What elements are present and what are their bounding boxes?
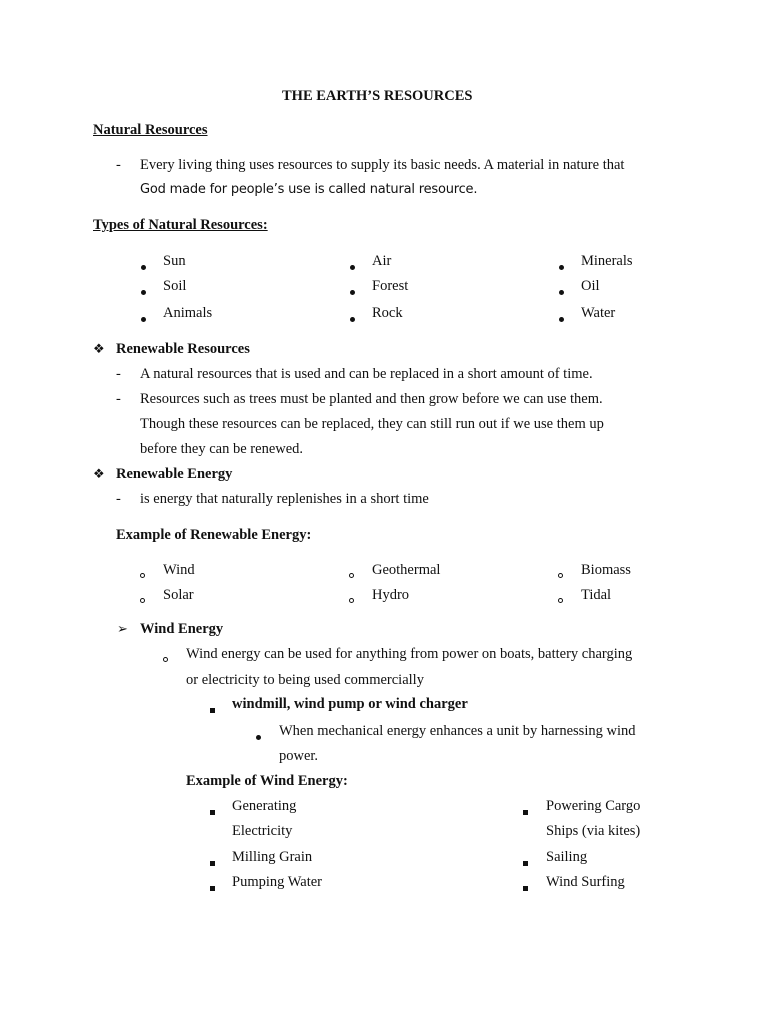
square-bullet-icon <box>523 855 528 870</box>
circle-bullet-icon <box>349 567 354 582</box>
renewable-energy-bullet-1: is energy that naturally replenishes in a short time <box>140 491 429 507</box>
examples-wind-heading: Example of Wind Energy: <box>186 773 348 789</box>
natural-resources-heading: Natural Resources <box>93 122 208 138</box>
circle-bullet-icon <box>558 567 563 582</box>
square-bullet-icon <box>523 880 528 895</box>
resource-item: Air <box>372 253 392 269</box>
wind-example-item: Milling Grain <box>232 849 313 865</box>
wind-example-item: Powering Cargo <box>546 798 641 814</box>
wind-example-item: Generating <box>232 798 297 814</box>
natural-resources-line-2: God made for people’s use is called natural resource. <box>140 182 478 197</box>
bullet-dot-icon <box>350 259 355 274</box>
circle-bullet-icon <box>558 592 563 607</box>
resource-item: Sun <box>163 253 186 269</box>
diamond-bullet-icon: ❖ <box>93 466 105 481</box>
resource-item: Oil <box>581 278 600 294</box>
circle-bullet-icon <box>140 567 145 582</box>
resource-item: Rock <box>372 305 403 321</box>
renewable-resources-bullet-2-line-1: Resources such as trees must be planted and then grow before we can use them. <box>140 391 603 407</box>
wind-energy-sub-text-line-1: When mechanical energy enhances a unit by harnessing wind <box>279 723 636 739</box>
circle-bullet-icon <box>140 592 145 607</box>
bullet-dot-icon <box>559 284 564 299</box>
wind-example-item: Wind Surfing <box>546 874 625 890</box>
bullet-dot-icon <box>350 311 355 326</box>
wind-energy-sub-heading: windmill, wind pump or wind charger <box>232 696 468 712</box>
energy-example-item: Biomass <box>581 562 631 578</box>
bullet-dot-icon <box>141 311 146 326</box>
circle-bullet-icon <box>349 592 354 607</box>
wind-example-item-continued: Electricity <box>232 823 293 839</box>
energy-example-item: Wind <box>163 562 195 578</box>
wind-example-item: Sailing <box>546 849 588 865</box>
renewable-resources-bullet-2-line-3: before they can be renewed. <box>140 441 304 457</box>
natural-resources-line-1: Every living thing uses resources to supply its basic needs. A material in nature that <box>140 157 625 173</box>
bullet-dot-icon <box>559 311 564 326</box>
arrow-bullet-icon: ➢ <box>117 621 128 636</box>
page-title: THE EARTH’S RESOURCES <box>282 88 473 104</box>
renewable-resources-bullet-2-line-2: Though these resources can be replaced, they can still run out if we use them up <box>140 416 604 432</box>
wind-example-item-continued: Ships (via kites) <box>546 823 641 839</box>
dash-marker: - <box>116 391 121 407</box>
bullet-dot-icon <box>559 259 564 274</box>
wind-example-item: Pumping Water <box>232 874 322 890</box>
resource-item: Soil <box>163 278 187 294</box>
square-bullet-icon <box>210 702 215 717</box>
resource-item: Animals <box>163 305 213 321</box>
diamond-bullet-icon: ❖ <box>93 341 105 356</box>
bullet-dot-icon <box>256 729 261 744</box>
energy-example-item: Tidal <box>581 587 612 603</box>
renewable-resources-heading: Renewable Resources <box>116 341 250 357</box>
resource-item: Water <box>581 305 616 321</box>
energy-example-item: Geothermal <box>372 562 441 578</box>
renewable-resources-bullet-1: A natural resources that is used and can be replaced in a short amount of time. <box>140 366 593 382</box>
square-bullet-icon <box>523 804 528 819</box>
resource-item: Forest <box>372 278 409 294</box>
energy-example-item: Solar <box>163 587 194 603</box>
wind-energy-text-line-1: Wind energy can be used for anything from power on boats, battery charging <box>186 646 633 662</box>
bullet-dot-icon <box>350 284 355 299</box>
dash-marker: - <box>116 157 121 173</box>
energy-example-item: Hydro <box>372 587 410 603</box>
types-heading: Types of Natural Resources: <box>93 217 268 233</box>
wind-energy-heading: Wind Energy <box>140 621 224 637</box>
resource-item: Minerals <box>581 253 633 269</box>
examples-renewable-heading: Example of Renewable Energy: <box>116 527 312 543</box>
renewable-energy-heading: Renewable Energy <box>116 466 233 482</box>
square-bullet-icon <box>210 804 215 819</box>
square-bullet-icon <box>210 855 215 870</box>
wind-energy-text-line-2: or electricity to being used commercially <box>186 672 424 688</box>
circle-bullet-icon <box>163 651 168 666</box>
wind-energy-sub-text-line-2: power. <box>279 748 319 764</box>
dash-marker: - <box>116 491 121 507</box>
dash-marker: - <box>116 366 121 382</box>
bullet-dot-icon <box>141 284 146 299</box>
bullet-dot-icon <box>141 259 146 274</box>
square-bullet-icon <box>210 880 215 895</box>
